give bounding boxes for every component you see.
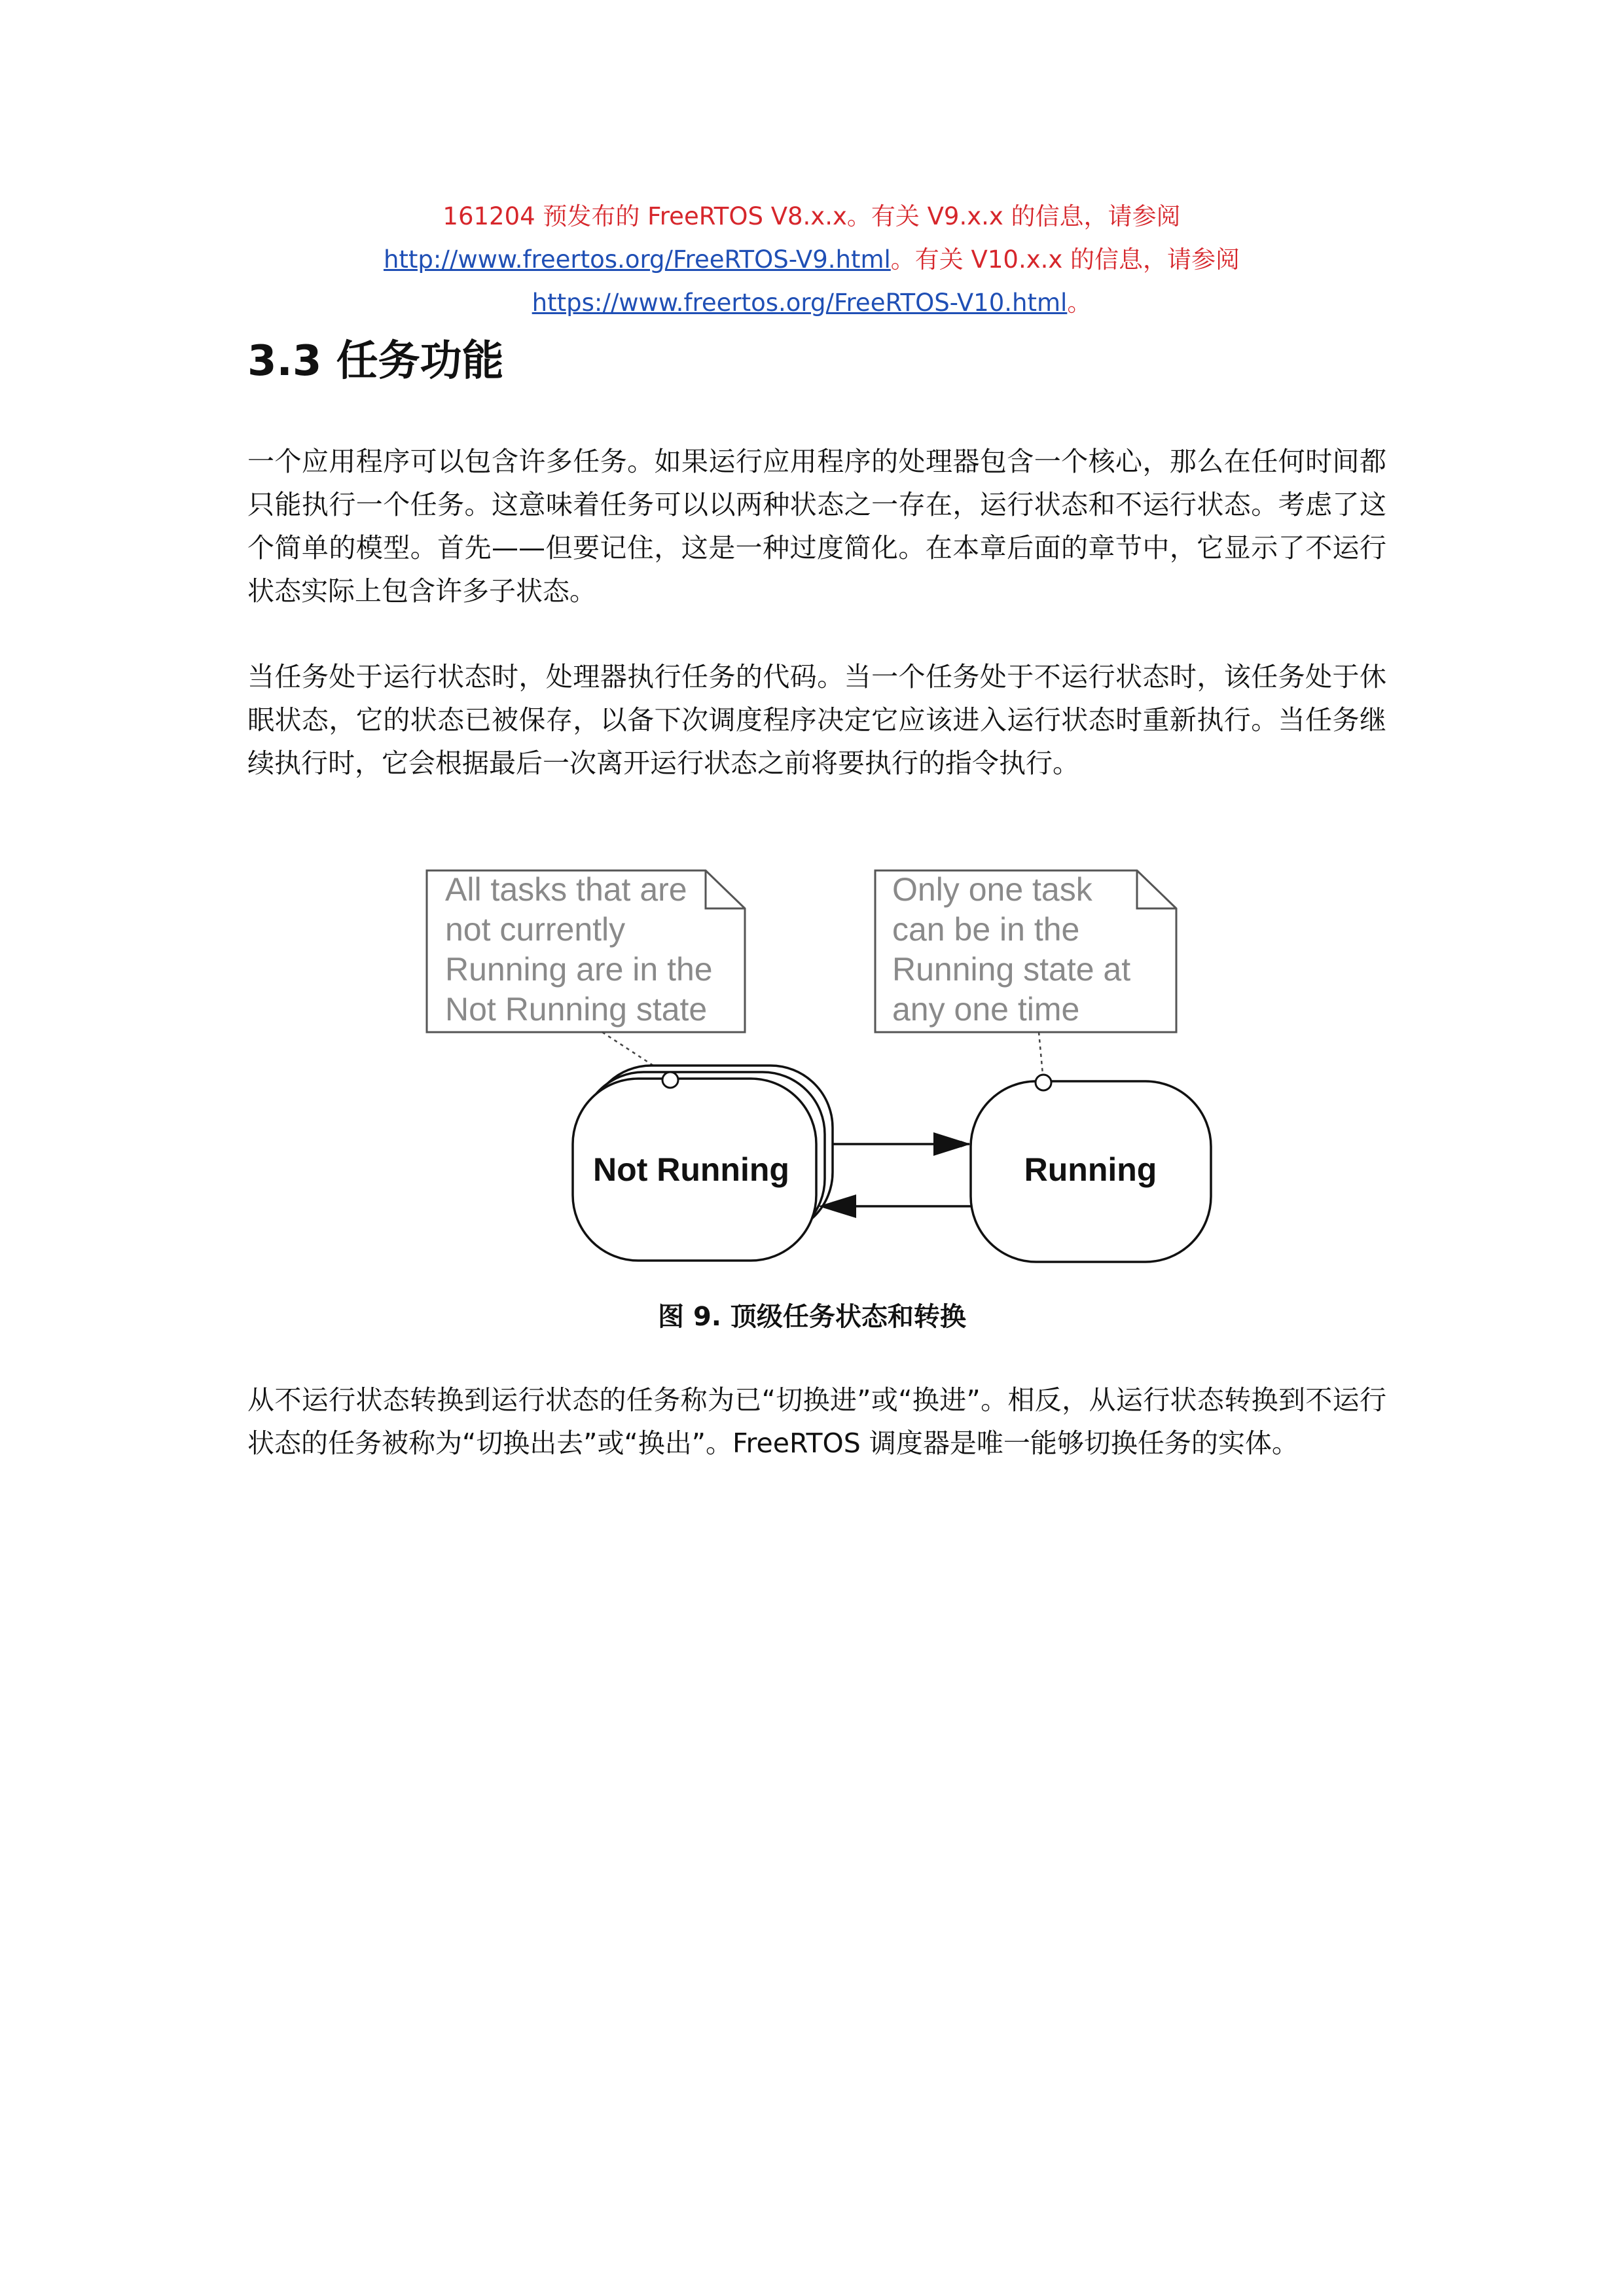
paragraph-2: 当任务处于运行状态时，处理器执行任务的代码。当一个任务处于不运行状态时，该任务处于休眠状态，它的状态已被保存，以备下次调度程序决定它应该进入运行状态时重新执行。当任务继续执行时，它会根据最后一次离开运行状态之前将要执行的指令执行。	[247, 661, 1386, 779]
notice-text-2: 。有关 V10.x.x 的信息，请参阅	[890, 245, 1240, 274]
figure-caption: 图 9. 顶级任务状态和转换	[658, 1302, 966, 1332]
note-right-line-1: Only one task	[892, 871, 1092, 908]
notice-text-1: 161204 预发布的 FreeRTOS V8.x.x。有关 V9.x.x 的信息，请参阅	[442, 202, 1181, 230]
running-anchor-dot	[1036, 1075, 1051, 1090]
transition-switch-in-head	[933, 1132, 971, 1156]
link-freertos-v9[interactable]: http://www.freertos.org/FreeRTOS-V9.html	[383, 245, 891, 274]
section-heading: 3.3 任务功能	[247, 337, 504, 386]
note-left-line-4: Not Running state	[445, 991, 708, 1028]
note-left-line-3: Running are in the	[445, 951, 713, 988]
note-left-line-2: not currently	[445, 911, 626, 948]
note-right-line-4: any one time	[892, 991, 1080, 1028]
running-label: Running	[1024, 1151, 1157, 1188]
paragraph-1: 一个应用程序可以包含许多任务。如果运行应用程序的处理器包含一个核心，那么在任何时间都只能执行一个任务。这意味着任务可以以两种状态之一存在，运行状态和不运行状态。考虑了这个简单的模型。首先——但要记住，这是一种过度简化。在本章后面的章节中，它显示了不运行状态实际上包含许多子状态。	[247, 446, 1386, 607]
not-running-anchor-dot	[662, 1072, 678, 1088]
not-running-label: Not Running	[593, 1151, 789, 1188]
note-right-line-3: Running state at	[892, 951, 1131, 988]
paragraph-3: 从不运行状态转换到运行状态的任务称为已“切换进”或“换进”。相反，从运行状态转换到不运行状态的任务被称为“切换出去”或“换出”。FreeRTOS 调度器是唯一能够切换任务的实体。	[247, 1384, 1386, 1459]
note-right-line-2: can be in the	[892, 911, 1080, 948]
note-left-line-1: All tasks that are	[445, 871, 687, 908]
notice-text-3: 。	[1067, 289, 1092, 317]
link-freertos-v10[interactable]: https://www.freertos.org/FreeRTOS-V10.html	[532, 289, 1068, 317]
